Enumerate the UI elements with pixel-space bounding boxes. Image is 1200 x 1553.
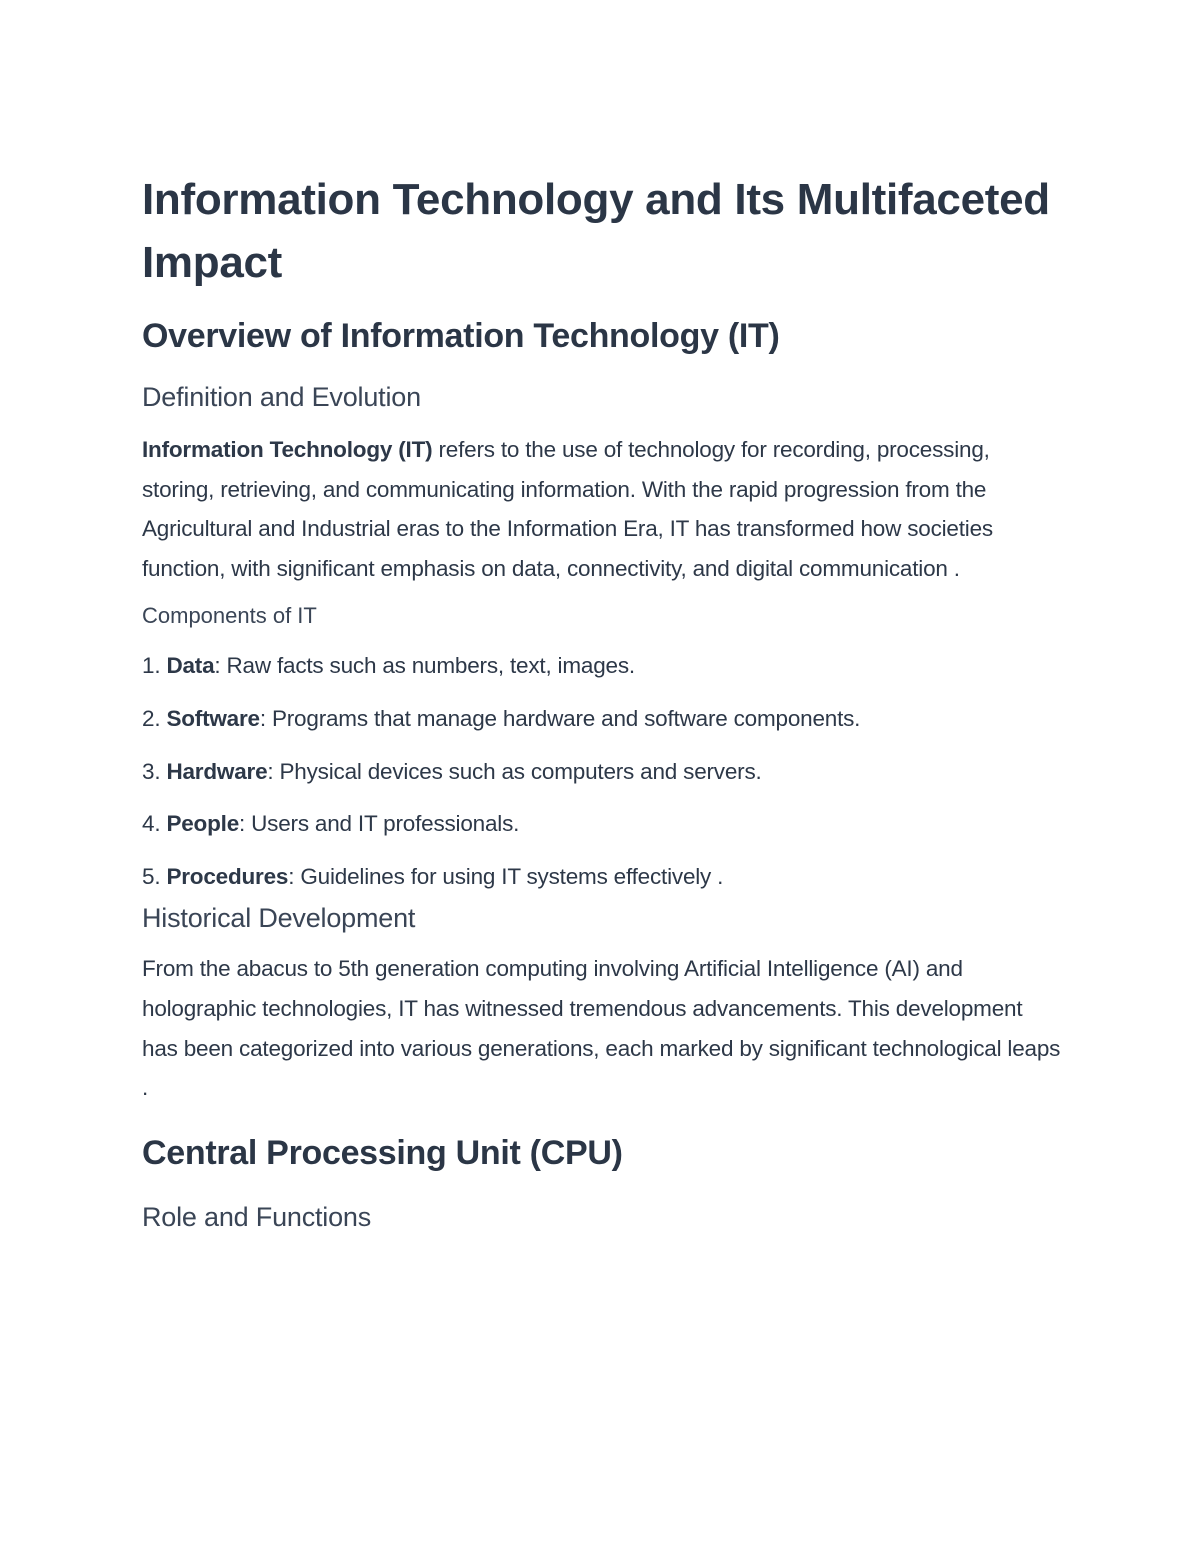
list-desc: : Programs that manage hardware and software components. (259, 705, 861, 731)
subsection-heading-history: Historical Development (142, 903, 416, 934)
list-term: People (166, 811, 240, 837)
list-desc: : Users and IT professionals. (239, 811, 520, 837)
history-paragraph: From the abacus to 5th generation computing involving Artificial Intelligence (AI) and holographic technologies, IT has witnessed tremendous advancements. This development has been categorized into various generations, each marked by significant technological leaps . (142, 956, 1061, 1101)
list-term: Procedures (166, 863, 289, 889)
list-term: Software (166, 705, 260, 731)
list-number: 1. (142, 653, 161, 679)
list-desc: : Raw facts such as numbers, text, images. (214, 653, 635, 679)
list-item (142, 756, 1062, 809)
subsection-heading-definition: Definition and Evolution (142, 382, 421, 412)
components-heading: Components of IT (142, 603, 317, 629)
definition-term: Information Technology (IT) (142, 437, 433, 462)
document-page (142, 168, 1062, 1236)
list-item (142, 650, 1062, 703)
section-heading-overview: Overview of Information Technology (IT) (142, 317, 780, 355)
section-heading-cpu: Central Processing Unit (CPU) (142, 1133, 623, 1172)
definition-text: refers to the use of technology for recording, processing, storing, retrieving, and communicating information. With the rapid progression from the Agricultural and Industrial eras to the Information Era, IT has transformed how societies function, with significant emphasis on data, connectivity, and digital communication . (142, 437, 993, 581)
list-number: 5. (142, 863, 161, 889)
subsection-heading-role: Role and Functions (142, 1201, 372, 1232)
list-number: 2. (142, 705, 161, 731)
list-item (142, 808, 1062, 861)
list-number: 3. (142, 758, 161, 784)
list-desc: : Physical devices such as computers and servers. (267, 758, 762, 784)
list-item (142, 703, 1062, 756)
list-desc: : Guidelines for using IT systems effectively . (288, 863, 724, 889)
list-term: Data (166, 653, 215, 679)
list-term: Hardware (166, 758, 268, 784)
components-list (142, 650, 1062, 913)
definition-paragraph (142, 430, 1062, 588)
page-title: Information Technology and Its Multifaceted Impact (142, 175, 1050, 287)
list-number: 4. (142, 811, 161, 837)
